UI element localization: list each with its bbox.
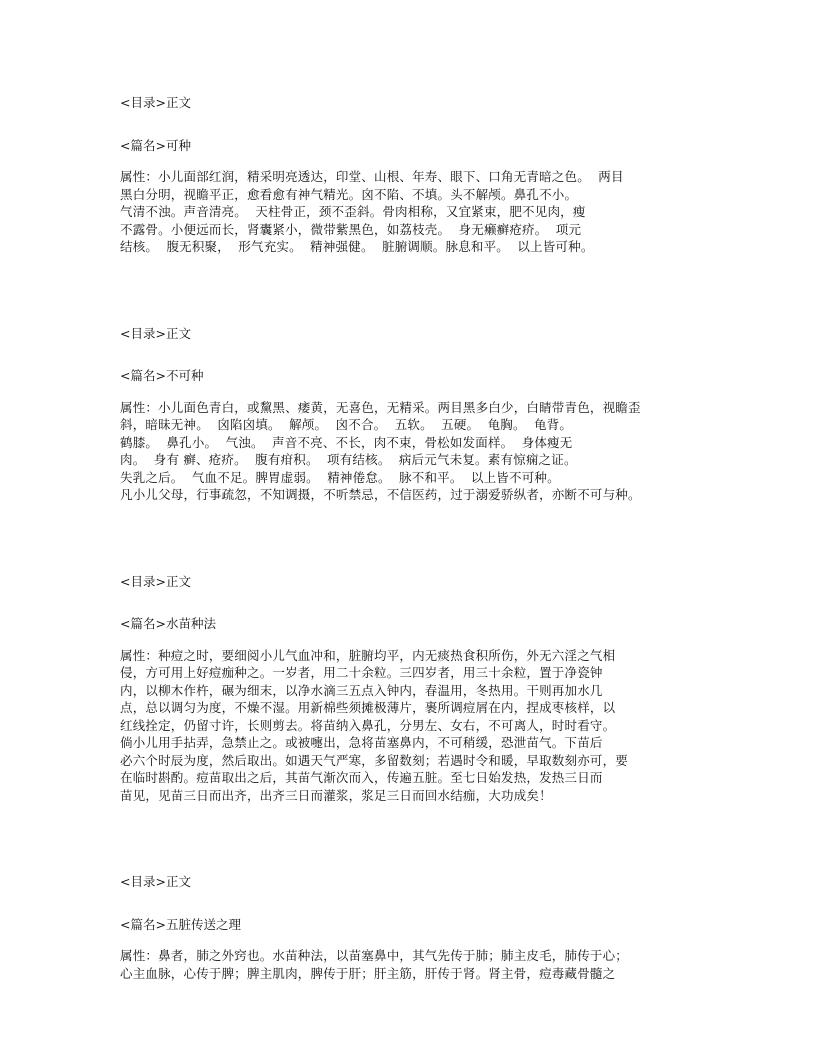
body-line: 黑白分明，视瞻平正，愈看愈有神气精光。囟不陷、不填。头不解颅。鼻孔不小。 <box>120 186 578 202</box>
body-line: 属性：小儿面色青白，或黧黑、痿黄，无喜色，无精采。两目黑多白少，白睛带青色，视瞻歪 <box>120 399 641 415</box>
section-shui-miao-zhong-fa <box>120 573 720 805</box>
chapter-title: <篇名>不可种 <box>120 368 204 383</box>
body-line: 点，总以调匀为度，不燥不湿。用新棉些须摊极薄片，裹所调痘屑在内，捏成枣核样，以 <box>120 700 616 715</box>
body-line: 肉。 身有 癣、疮疥。 腹有疳积。 项有结核。 病后元气未复。素有惊痫之证。 <box>120 452 577 467</box>
chapter-body <box>120 647 720 805</box>
body-line: 属性：小儿面部红润，精采明亮透达，印堂、山根、年寿、眼下、口角无青暗之色。 两目 <box>120 169 624 184</box>
section-ke-zhong <box>120 94 720 256</box>
body-line: 红线拴定，仍留寸许，长则剪去。将苗纳入鼻孔，分男左、女右，不可离人，时时看守。 <box>120 717 616 733</box>
body-line: 在临时斟酌。痘苗取出之后，其苗气渐次而入，传遍五脏。至七日始发热，发热三日而 <box>120 770 603 785</box>
chapter-body <box>120 168 720 256</box>
section-wu-zang-chuan-song <box>120 873 720 982</box>
body-line: 心主血脉，心传于脾；脾主肌肉，脾传于肝；肝主筋，肝传于肾。肾主骨，痘毒藏骨髓之 <box>120 965 616 981</box>
chapter-title: <篇名>水苗种法 <box>120 616 216 631</box>
body-line: 苗见，见苗三日而出齐，出齐三日而灌浆，浆足三日而回水结痂，大功成矣！ <box>120 787 552 803</box>
body-line: 内，以柳木作杵，碾为细末，以净水滴三五点入钟内，春温用，冬热用。干则再加水几 <box>120 682 603 698</box>
body-line: 属性：种痘之时，要细阅小儿气血冲和，脏腑均平，内无痰热食积所伤，外无六淫之气相 <box>120 647 616 663</box>
chapter-title: <篇名>五脏传送之理 <box>120 916 241 932</box>
catalog-label: <目录>正文 <box>120 95 191 110</box>
body-line: 凡小儿父母，行事疏忽，不知调摄，不听禁忌，不信医药，过于溺爱骄纵者，亦断不可与种。 <box>120 487 641 502</box>
catalog-label: <目录>正文 <box>120 325 191 341</box>
section-bu-ke-zhong <box>120 325 720 504</box>
catalog-label: <目录>正文 <box>120 573 191 589</box>
document-page <box>120 94 720 982</box>
body-line: 斜，暗昧无神。 囟陷囟填。 解颅。 囟不合。 五软。 五硬。 龟胸。 龟背。 <box>120 417 573 432</box>
chapter-body <box>120 947 720 982</box>
chapter-body <box>120 399 720 504</box>
body-line: 侵，方可用上好痘痂种之。一岁者，用二十余粒。三四岁者，用三十余粒，置于净瓷钟 <box>120 665 603 680</box>
body-line: 不露骨。小便远而长，肾囊紧小，微带紫黑色，如荔枝壳。 身无癞癣疮疥。 项元 <box>120 221 582 237</box>
body-line: 结核。 腹无积聚， 形气充实。 精神强健。 脏腑调顺。脉息和平。 以上皆可种。 <box>120 239 594 254</box>
catalog-label: <目录>正文 <box>120 874 191 889</box>
body-line: 失乳之后。 气血不足。脾胃虚弱。 精神倦怠。 脉不和平。 以上皆不可种。 <box>120 469 560 485</box>
body-line: 气清不浊。声音清亮。 天柱骨正，颈不歪斜。骨肉相称，又宜紧束，肥不见肉，瘦 <box>120 204 586 219</box>
body-line: 倘小儿用手拈弄，急禁止之。或被嚏出，急将苗塞鼻内，不可稍缓，恐泄苗气。下苗后 <box>120 735 603 750</box>
body-line: 属性：鼻者，肺之外窍也。水苗种法，以苗塞鼻中，其气先传于肺；肺主皮毛，肺传于心； <box>120 948 629 963</box>
body-line: 鹤膝。 鼻孔小。 气浊。 声音不亮、不长，肉不束，骨松如发面样。 身体瘦无 <box>120 434 573 450</box>
chapter-title: <篇名>可种 <box>120 137 191 153</box>
body-line: 必六个时辰为度，然后取出。如遇天气严寒，多留数刻；若遇时令和暖，早取数刻亦可，要 <box>120 752 629 768</box>
